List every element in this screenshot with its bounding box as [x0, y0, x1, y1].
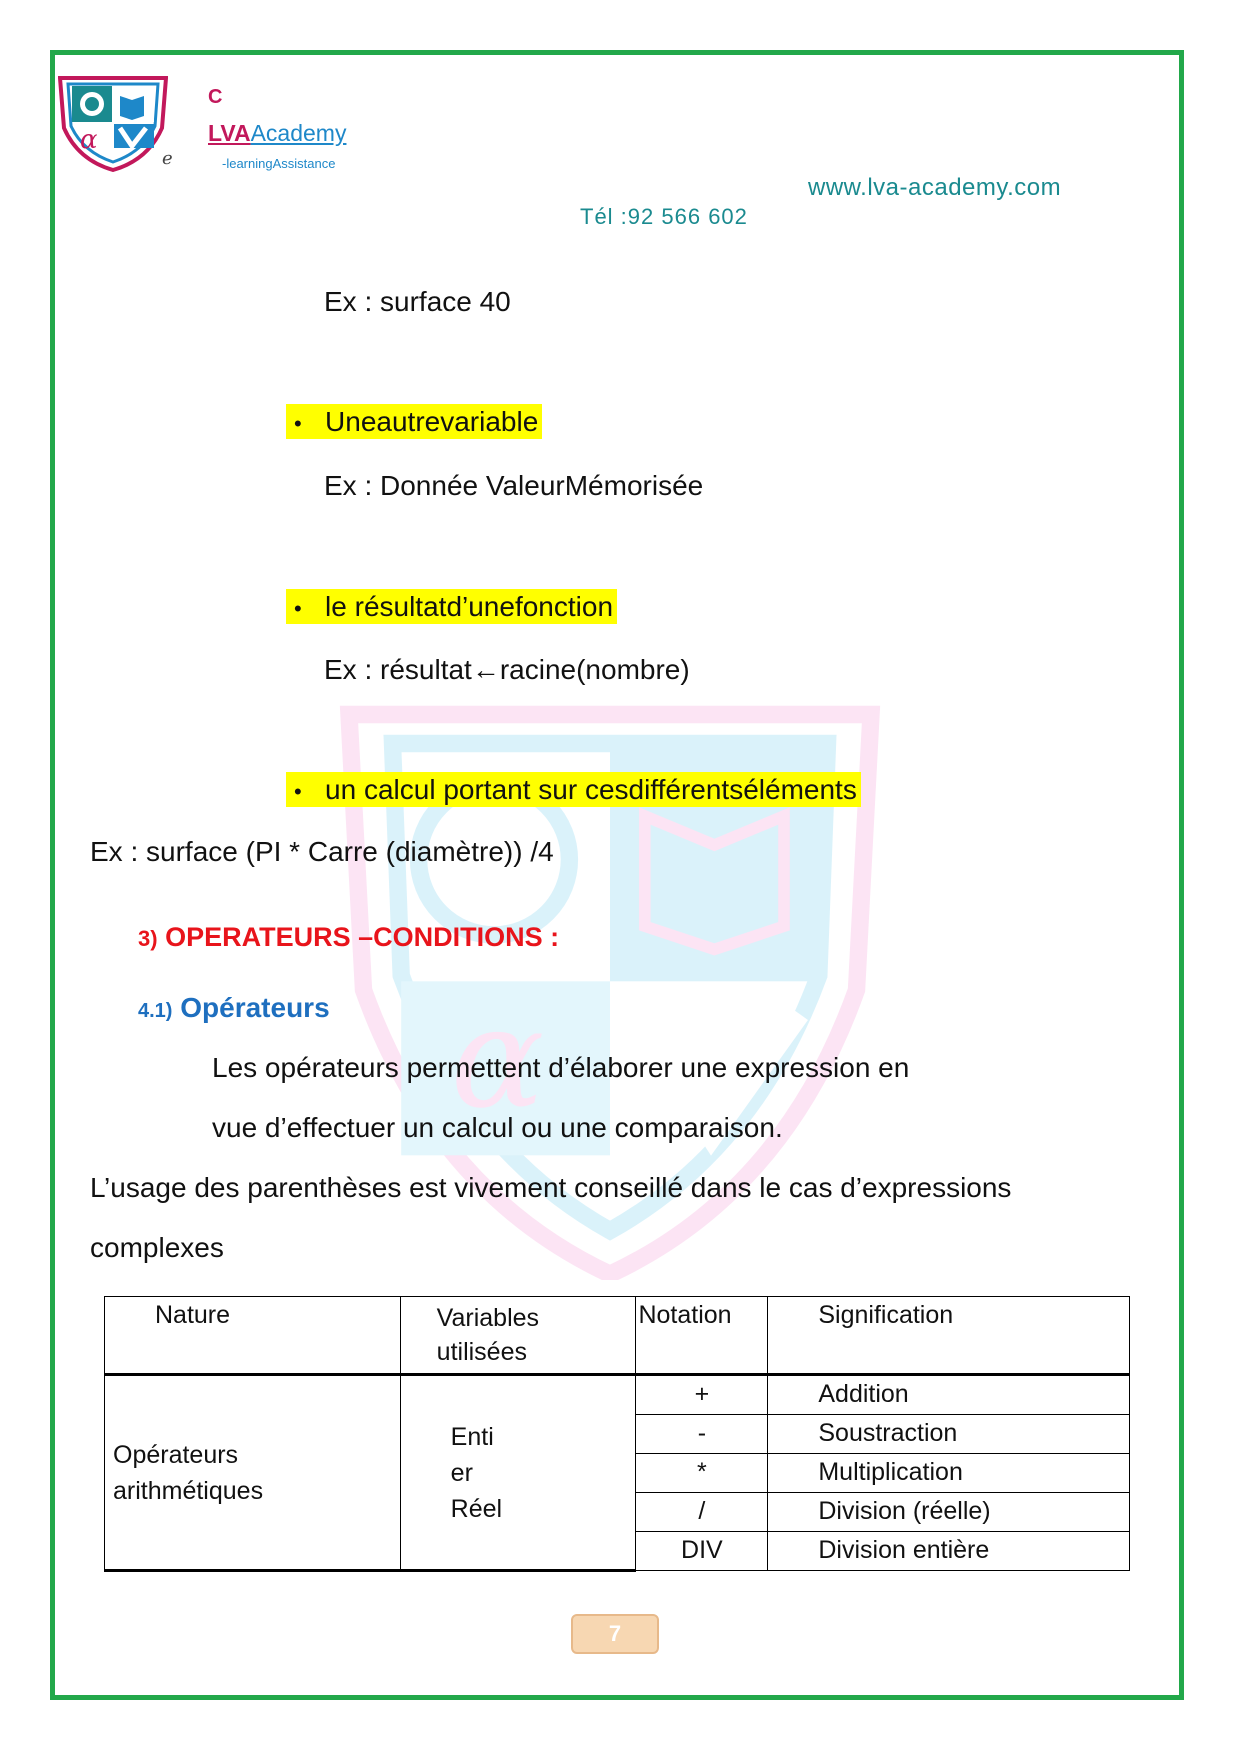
lva-academy-logo — [58, 76, 168, 172]
bullet-icon: • — [294, 596, 302, 621]
example-donnee: Ex : Donnée ValeurMémorisée — [324, 470, 704, 501]
cell-signification: Division (réelle) — [768, 1493, 1130, 1532]
example-resultat-text: Ex : résultat — [324, 654, 472, 685]
cell-notation: DIV — [636, 1532, 768, 1571]
cell-notation: / — [636, 1493, 768, 1532]
section-41-heading — [138, 992, 330, 1024]
brand-name — [208, 120, 346, 147]
cell-nature: Opérateurs arithmétiques — [105, 1375, 401, 1571]
paragraph-line: Les opérateurs permettent d’élaborer une expression en — [212, 1052, 910, 1083]
bullet-item-2 — [286, 591, 617, 623]
cell-signification: Multiplication — [768, 1454, 1130, 1493]
bullet-item-3 — [286, 774, 861, 806]
section-number: 3) — [138, 926, 158, 951]
brand-academy: Academy — [250, 120, 347, 146]
section-title: Opérateurs — [172, 992, 330, 1023]
table-row — [105, 1375, 1130, 1415]
bullet-item-1 — [286, 406, 542, 438]
bullet-text: le résultatd’unefonction — [325, 591, 614, 622]
table-header-row — [105, 1297, 1130, 1375]
variables-line: Réel — [450, 1494, 503, 1523]
paragraph-line: L’usage des parenthèses est vivement conseillé dans le cas d’expressions — [90, 1172, 1012, 1203]
header-variables: Variables utilisées — [400, 1297, 636, 1375]
bullet-icon: • — [294, 411, 302, 436]
cell-signification: Division entière — [768, 1532, 1130, 1571]
example-resultat — [324, 654, 690, 686]
example-resultat-expr: racine(nombre) — [499, 654, 690, 685]
section-title: OPERATEURS –CONDITIONS : — [157, 922, 560, 952]
operators-table — [104, 1296, 1130, 1572]
example-calcul: Ex : surface (PI * Carre (diamètre)) /4 — [90, 836, 554, 867]
header-notation: Notation — [636, 1297, 768, 1375]
svg-text:α: α — [450, 977, 545, 1139]
section-3-heading — [138, 922, 559, 953]
page-number: 7 — [571, 1614, 659, 1654]
paragraph-line: vue d’effectuer un calcul ou une comparaison. — [212, 1112, 783, 1143]
cell-signification: Addition — [768, 1375, 1130, 1415]
cell-notation: * — [636, 1454, 768, 1493]
brand-tagline: -learningAssistance — [222, 156, 336, 171]
phone-number: Tél :92 566 602 — [580, 204, 748, 229]
header-nature: Nature — [105, 1297, 401, 1375]
bullet-text: Uneautrevariable — [325, 406, 539, 437]
cell-notation: - — [636, 1415, 768, 1454]
brand-lva: LVA — [208, 120, 251, 146]
arrow-left-icon: ← — [471, 654, 500, 685]
cell-signification: Soustraction — [768, 1415, 1130, 1454]
bullet-icon: • — [294, 779, 302, 804]
brand-e: e — [162, 148, 173, 169]
section-number: 4.1) — [138, 1000, 173, 1022]
example-surface: Ex : surface 40 — [324, 286, 511, 317]
website-link[interactable]: www.lva-academy.com — [808, 174, 1062, 201]
brand-letter: C — [208, 86, 223, 108]
cell-variables — [400, 1375, 636, 1571]
paragraph-line: complexes — [90, 1232, 224, 1263]
bullet-text: un calcul portant sur cesdifférentséléments — [325, 774, 857, 805]
variables-line: Enti — [450, 1422, 494, 1451]
cell-notation: + — [636, 1375, 768, 1415]
svg-text:α: α — [80, 125, 98, 155]
header-signification: Signification — [768, 1297, 1130, 1375]
variables-line: er — [450, 1458, 473, 1487]
